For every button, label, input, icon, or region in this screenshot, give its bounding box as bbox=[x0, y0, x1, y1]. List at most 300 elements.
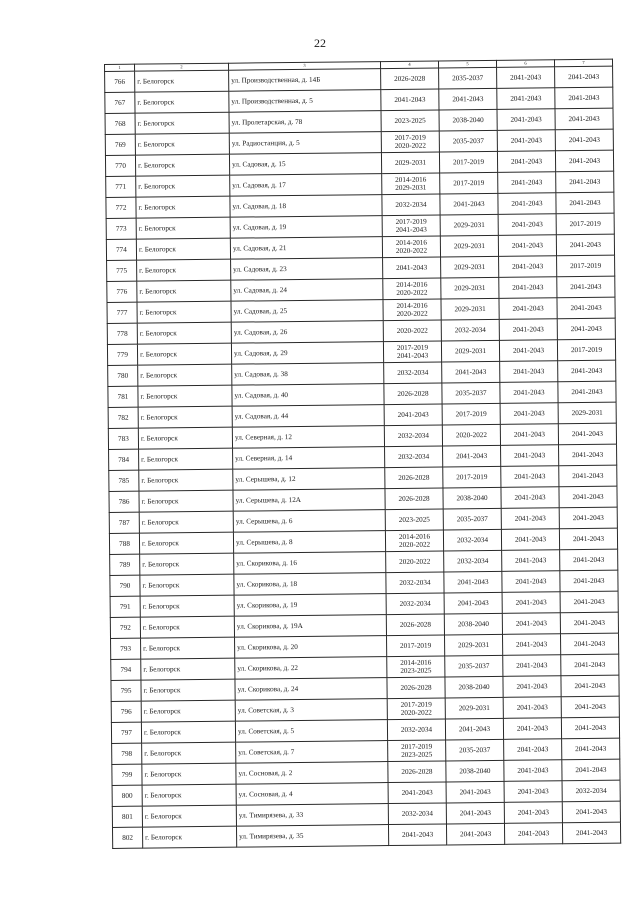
address-cell: ул. Садовая, д. 38 bbox=[232, 363, 384, 386]
period-cell-col-6 bbox=[499, 298, 557, 320]
period-cell-col-4 bbox=[383, 320, 441, 342]
period-value: 2041-2043 bbox=[568, 72, 600, 82]
period-value: 2014-2016 bbox=[396, 280, 428, 289]
period-value: 2041-2043 bbox=[510, 115, 542, 124]
period-cell-col-4 bbox=[384, 404, 442, 426]
period-value: 2041-2043 bbox=[459, 829, 492, 839]
period-value: 2026-2028 bbox=[401, 767, 433, 776]
period-cell-col-4 bbox=[385, 446, 443, 468]
period-value: 2041-2043 bbox=[573, 597, 605, 607]
period-value: 2041-2043 bbox=[569, 240, 602, 250]
period-cell-col-5 bbox=[444, 634, 502, 656]
period-cell-col-4 bbox=[386, 551, 444, 573]
period-cell-col-7 bbox=[558, 423, 616, 445]
repair-schedule-table bbox=[104, 59, 621, 849]
period-cell-col-4 bbox=[381, 110, 439, 132]
city-cell: г. Белогорск bbox=[140, 616, 234, 638]
period-cell-col-7 bbox=[562, 822, 620, 844]
row-number: 782 bbox=[108, 407, 138, 428]
row-number: 773 bbox=[106, 218, 136, 239]
period-value: 2041-2043 bbox=[510, 73, 542, 82]
city-cell: г. Белогорск bbox=[142, 742, 236, 764]
period-value: 2014-2016 bbox=[398, 532, 431, 541]
period-value: 2041-2043 bbox=[573, 576, 605, 586]
period-value: 2041-2043 bbox=[513, 388, 545, 397]
period-value: 2041-2043 bbox=[397, 410, 429, 419]
period-cell-col-7 bbox=[556, 192, 614, 214]
city-cell: г. Белогорск bbox=[142, 763, 236, 785]
period-value: 2041-2043 bbox=[568, 156, 601, 166]
address-cell: ул. Серышева, д. 6 bbox=[233, 510, 385, 533]
period-value: 2041-2043 bbox=[395, 225, 427, 234]
period-value: 2035-2037 bbox=[452, 74, 484, 83]
city-cell: г. Белогорск bbox=[137, 280, 231, 302]
address-cell: ул. Скорикова, д. 18 bbox=[234, 573, 386, 596]
period-cell-col-5 bbox=[441, 340, 499, 362]
period-value: 2041-2043 bbox=[512, 304, 544, 313]
address-cell: ул. Скорикова, д. 16 bbox=[234, 552, 386, 575]
period-cell-col-7 bbox=[555, 108, 613, 130]
period-value: 2020-2022 bbox=[396, 309, 428, 318]
period-cell-col-5 bbox=[446, 781, 504, 803]
row-number: 768 bbox=[105, 113, 135, 134]
period-cell-col-7 bbox=[556, 234, 614, 256]
period-cell-col-4 bbox=[381, 131, 439, 153]
period-cell-col-5 bbox=[446, 802, 504, 824]
city-cell: г. Белогорск bbox=[141, 679, 235, 701]
period-value: 2041-2043 bbox=[401, 830, 434, 839]
row-number: 792 bbox=[110, 617, 140, 638]
period-value: 2041-2043 bbox=[575, 828, 608, 838]
row-number: 774 bbox=[106, 239, 136, 260]
period-value: 2041-2043 bbox=[456, 452, 488, 461]
period-value: 2017-2019 bbox=[455, 410, 487, 419]
period-value: 2038-2040 bbox=[459, 766, 491, 776]
address-cell: ул. Серышева, д. 12 bbox=[233, 468, 385, 491]
period-value: 2020-2022 bbox=[396, 326, 428, 335]
period-cell-col-6 bbox=[503, 655, 561, 677]
city-cell: г. Белогорск bbox=[139, 532, 233, 554]
period-cell-col-5 bbox=[445, 718, 503, 740]
period-value: 2041-2043 bbox=[510, 94, 542, 103]
period-cell-col-4 bbox=[386, 593, 444, 615]
period-cell-col-7 bbox=[560, 633, 618, 655]
column-number-2: 2 bbox=[135, 63, 229, 71]
period-value: 2038-2040 bbox=[452, 116, 484, 125]
period-value: 2038-2040 bbox=[457, 619, 490, 629]
city-cell: г. Белогорск bbox=[137, 301, 231, 323]
city-cell: г. Белогорск bbox=[141, 721, 235, 743]
period-cell-col-5 bbox=[444, 571, 502, 593]
address-cell: ул. Садовая, д. 24 bbox=[231, 279, 383, 302]
period-cell-col-7 bbox=[561, 717, 619, 739]
period-value: 2032-2034 bbox=[456, 536, 489, 545]
period-cell-col-4 bbox=[381, 152, 439, 174]
period-value: 2041-2043 bbox=[394, 95, 426, 104]
period-cell-col-6 bbox=[500, 382, 558, 404]
period-value: 2041-2043 bbox=[453, 200, 485, 209]
period-cell-col-6 bbox=[504, 760, 562, 782]
period-cell-col-6 bbox=[499, 256, 557, 278]
period-cell-col-4 bbox=[387, 635, 445, 657]
city-cell: г. Белогорск bbox=[138, 406, 232, 428]
period-value: 2041-2043 bbox=[574, 702, 606, 712]
period-cell-col-7 bbox=[561, 654, 619, 676]
period-cell-col-5 bbox=[443, 445, 501, 467]
period-cell-col-5 bbox=[442, 403, 500, 425]
address-cell: ул. Серышева, д. 12А bbox=[233, 489, 385, 512]
period-value: 2020-2022 bbox=[395, 246, 428, 255]
period-cell-col-7 bbox=[559, 528, 617, 550]
period-value: 2014-2016 bbox=[396, 301, 428, 310]
period-value: 2041-2043 bbox=[515, 556, 547, 565]
column-number-5: 5 bbox=[438, 60, 496, 68]
address-cell: ул. Северная, д. 12 bbox=[232, 426, 384, 449]
column-number-6: 6 bbox=[496, 60, 554, 68]
period-cell-col-5 bbox=[445, 676, 503, 698]
period-value: 2041-2043 bbox=[513, 367, 545, 376]
period-value: 2041-2043 bbox=[517, 787, 549, 796]
period-cell-col-4 bbox=[388, 824, 446, 846]
period-cell-col-7 bbox=[558, 360, 616, 382]
address-cell: ул. Садовая, д. 40 bbox=[232, 384, 384, 407]
period-value: 2041-2043 bbox=[396, 263, 428, 272]
period-value: 2041-2043 bbox=[514, 472, 546, 481]
period-value: 2026-2028 bbox=[397, 389, 429, 398]
period-value: 2041-2043 bbox=[572, 471, 604, 481]
period-value: 2020-2022 bbox=[394, 141, 426, 150]
period-cell-col-5 bbox=[444, 550, 502, 572]
period-value: 2026-2028 bbox=[394, 74, 426, 83]
period-cell-col-4 bbox=[383, 341, 441, 363]
period-cell-col-6 bbox=[497, 67, 555, 89]
period-value: 2041-2043 bbox=[512, 325, 544, 334]
period-cell-col-7 bbox=[562, 759, 620, 781]
row-number: 793 bbox=[111, 638, 141, 659]
city-cell: г. Белогорск bbox=[136, 196, 230, 218]
period-value: 2041-2043 bbox=[452, 95, 484, 104]
address-cell: ул. Скорикова, д. 19А bbox=[234, 615, 386, 638]
address-cell: ул. Садовая, д. 44 bbox=[232, 405, 384, 428]
column-number-3: 3 bbox=[228, 62, 380, 71]
period-value: 2041-2043 bbox=[574, 723, 607, 733]
period-value: 2020-2022 bbox=[455, 431, 488, 440]
period-value: 2041-2043 bbox=[516, 724, 549, 733]
address-cell: ул. Скорикова, д. 22 bbox=[235, 657, 387, 680]
period-value: 2041-2043 bbox=[517, 808, 549, 817]
period-value: 2041-2043 bbox=[459, 787, 491, 797]
address-cell: ул. Производственная, д. 5 bbox=[229, 90, 381, 113]
period-value: 2041-2043 bbox=[511, 178, 543, 187]
address-cell: ул. Северная, д. 14 bbox=[233, 447, 385, 470]
period-cell-col-5 bbox=[441, 298, 499, 320]
period-cell-col-4 bbox=[388, 782, 446, 804]
period-value: 2032-2034 bbox=[397, 431, 430, 440]
period-value: 2041-2043 bbox=[569, 198, 601, 208]
period-value: 2032-2034 bbox=[399, 578, 431, 587]
period-cell-col-7 bbox=[559, 444, 617, 466]
period-value: 2029-2031 bbox=[453, 242, 486, 251]
period-cell-col-4 bbox=[385, 467, 443, 489]
period-cell-col-6 bbox=[501, 529, 559, 551]
period-cell-col-4 bbox=[382, 194, 440, 216]
period-value: 2029-2031 bbox=[394, 158, 427, 167]
city-cell: г. Белогорск bbox=[142, 826, 236, 848]
row-number: 785 bbox=[109, 470, 139, 491]
period-cell-col-4 bbox=[382, 215, 440, 237]
city-cell: г. Белогорск bbox=[141, 700, 235, 722]
period-cell-col-4 bbox=[381, 89, 439, 111]
period-cell-col-6 bbox=[504, 781, 562, 803]
period-value: 2041-2043 bbox=[568, 135, 600, 145]
period-cell-col-7 bbox=[558, 402, 616, 424]
period-cell-col-6 bbox=[498, 172, 556, 194]
period-value: 2020-2022 bbox=[399, 557, 431, 566]
row-number: 769 bbox=[105, 134, 135, 155]
period-value: 2041-2043 bbox=[510, 157, 543, 166]
row-number: 783 bbox=[108, 428, 138, 449]
period-cell-col-5 bbox=[443, 466, 501, 488]
row-number: 771 bbox=[106, 176, 136, 197]
period-value: 2041-2043 bbox=[515, 577, 547, 586]
city-cell: г. Белогорск bbox=[137, 322, 231, 344]
address-cell: ул. Садовая, д. 17 bbox=[230, 174, 382, 197]
period-cell-col-6 bbox=[504, 823, 562, 845]
city-cell: г. Белогорск bbox=[136, 238, 230, 260]
row-number: 802 bbox=[112, 827, 142, 848]
period-value: 2041-2043 bbox=[511, 241, 544, 250]
address-cell: ул. Сосновая, д. 2 bbox=[236, 762, 388, 785]
period-cell-col-6 bbox=[502, 634, 560, 656]
period-cell-col-7 bbox=[562, 780, 620, 802]
city-cell: г. Белогорск bbox=[138, 364, 232, 386]
address-cell: ул. Садовая, д. 23 bbox=[231, 258, 383, 281]
period-value: 2041-2043 bbox=[574, 681, 606, 691]
city-cell: г. Белогорск bbox=[136, 217, 230, 239]
period-value: 2041-2043 bbox=[572, 492, 604, 502]
period-value: 2029-2031 bbox=[457, 640, 490, 650]
period-value: 2017-2019 bbox=[453, 179, 485, 188]
row-number: 795 bbox=[111, 680, 141, 701]
period-cell-col-6 bbox=[498, 235, 556, 257]
period-value: 2029-2031 bbox=[458, 703, 490, 713]
period-cell-col-7 bbox=[557, 276, 615, 298]
period-cell-col-4 bbox=[382, 173, 440, 195]
period-value: 2041-2043 bbox=[511, 220, 543, 229]
period-value: 2041-2043 bbox=[517, 829, 550, 838]
period-cell-col-4 bbox=[384, 362, 442, 384]
period-cell-col-7 bbox=[557, 297, 615, 319]
period-cell-col-4 bbox=[387, 698, 445, 720]
city-cell: г. Белогорск bbox=[141, 658, 235, 680]
city-cell: г. Белогорск bbox=[135, 70, 229, 92]
period-cell-col-6 bbox=[499, 319, 557, 341]
column-number-4: 4 bbox=[380, 61, 438, 69]
period-cell-col-6 bbox=[500, 424, 558, 446]
address-cell: ул. Садовая, д. 26 bbox=[231, 321, 383, 344]
row-number: 790 bbox=[110, 575, 140, 596]
period-cell-col-6 bbox=[502, 592, 560, 614]
period-cell-col-6 bbox=[498, 193, 556, 215]
address-cell: ул. Садовая, д. 15 bbox=[229, 153, 381, 176]
period-cell-col-6 bbox=[497, 130, 555, 152]
row-number: 781 bbox=[108, 386, 138, 407]
period-value: 2029-2031 bbox=[395, 183, 427, 192]
period-cell-col-6 bbox=[501, 487, 559, 509]
period-cell-col-5 bbox=[445, 655, 503, 677]
period-cell-col-6 bbox=[499, 340, 557, 362]
period-value: 2017-2019 bbox=[396, 343, 429, 352]
row-number: 778 bbox=[107, 323, 137, 344]
period-cell-col-6 bbox=[503, 718, 561, 740]
period-value: 2041-2043 bbox=[569, 177, 601, 187]
period-value: 2017-2019 bbox=[399, 641, 432, 650]
address-cell: ул. Садовая, д. 29 bbox=[231, 342, 383, 365]
period-cell-col-5 bbox=[443, 487, 501, 509]
period-value: 2041-2043 bbox=[575, 744, 607, 754]
period-cell-col-7 bbox=[555, 66, 613, 88]
column-number-7: 7 bbox=[554, 59, 612, 67]
period-cell-col-6 bbox=[502, 571, 560, 593]
period-cell-col-5 bbox=[441, 277, 499, 299]
period-cell-col-6 bbox=[500, 361, 558, 383]
period-value: 2041-2043 bbox=[514, 535, 547, 544]
period-cell-col-7 bbox=[555, 150, 613, 172]
row-number: 801 bbox=[112, 806, 142, 827]
period-cell-col-7 bbox=[560, 612, 618, 634]
city-cell: г. Белогорск bbox=[140, 574, 234, 596]
period-value: 2023-2025 bbox=[398, 515, 430, 524]
period-value: 2029-2031 bbox=[454, 284, 486, 293]
period-value: 2041-2043 bbox=[571, 429, 604, 439]
period-value: 2041-2043 bbox=[571, 387, 603, 397]
period-value: 2029-2031 bbox=[453, 221, 485, 230]
period-value: 2041-2043 bbox=[573, 555, 605, 565]
period-value: 2032-2034 bbox=[401, 809, 433, 818]
period-value: 2041-2043 bbox=[517, 745, 549, 754]
period-value: 2041-2043 bbox=[512, 283, 544, 292]
period-cell-col-5 bbox=[439, 88, 497, 110]
table-row bbox=[112, 822, 620, 848]
city-cell: г. Белогорск bbox=[137, 343, 231, 365]
city-cell: г. Белогорск bbox=[140, 595, 234, 617]
address-cell: ул. Скорикова, д. 19 bbox=[234, 594, 386, 617]
city-cell: г. Белогорск bbox=[138, 385, 232, 407]
period-value: 2041-2043 bbox=[574, 660, 606, 670]
period-value: 2041-2043 bbox=[514, 514, 546, 523]
period-cell-col-7 bbox=[557, 255, 615, 277]
period-cell-col-4 bbox=[388, 803, 446, 825]
city-cell: г. Белогорск bbox=[140, 553, 234, 575]
period-cell-col-5 bbox=[440, 214, 498, 236]
period-value: 2032-2034 bbox=[400, 725, 433, 734]
row-number: 796 bbox=[111, 701, 141, 722]
period-value: 2041-2043 bbox=[457, 599, 489, 608]
period-cell-col-6 bbox=[503, 676, 561, 698]
period-cell-col-4 bbox=[385, 488, 443, 510]
row-number: 787 bbox=[109, 512, 139, 533]
period-cell-col-6 bbox=[499, 277, 557, 299]
address-cell: ул. Производственная, д. 14Б bbox=[229, 69, 381, 92]
period-value: 2029-2031 bbox=[571, 408, 603, 418]
period-cell-col-5 bbox=[442, 382, 500, 404]
period-cell-col-7 bbox=[560, 570, 618, 592]
period-cell-col-6 bbox=[497, 151, 555, 173]
address-cell: ул. Садовая, д. 21 bbox=[230, 237, 382, 260]
period-cell-col-6 bbox=[504, 802, 562, 824]
period-value: 2041-2043 bbox=[396, 351, 429, 360]
period-cell-col-4 bbox=[384, 425, 442, 447]
address-cell: ул. Тимирязева, д. 33 bbox=[236, 804, 388, 827]
period-value: 2041-2043 bbox=[512, 346, 545, 355]
period-value: 2023-2025 bbox=[394, 116, 426, 125]
period-cell-col-4 bbox=[388, 761, 446, 783]
city-cell: г. Белогорск bbox=[137, 259, 231, 281]
period-cell-col-4 bbox=[383, 299, 441, 321]
period-value: 2029-2031 bbox=[454, 305, 486, 314]
period-cell-col-4 bbox=[384, 383, 442, 405]
period-cell-col-7 bbox=[559, 486, 617, 508]
row-number: 800 bbox=[112, 785, 142, 806]
period-value: 2038-2040 bbox=[458, 682, 490, 692]
period-cell-col-4 bbox=[387, 656, 445, 678]
city-cell: г. Белогорск bbox=[141, 637, 235, 659]
period-cell-col-5 bbox=[439, 130, 497, 152]
period-cell-col-5 bbox=[444, 613, 502, 635]
period-cell-col-7 bbox=[557, 318, 615, 340]
period-cell-col-7 bbox=[558, 381, 616, 403]
period-cell-col-6 bbox=[497, 88, 555, 110]
period-cell-col-5 bbox=[440, 172, 498, 194]
row-number: 777 bbox=[107, 302, 137, 323]
period-cell-col-7 bbox=[556, 213, 614, 235]
period-value: 2041-2043 bbox=[513, 430, 546, 439]
period-cell-col-7 bbox=[560, 591, 618, 613]
city-cell: г. Белогорск bbox=[142, 784, 236, 806]
period-value: 2017-2019 bbox=[400, 700, 432, 709]
period-cell-col-6 bbox=[501, 445, 559, 467]
period-cell-col-4 bbox=[386, 614, 444, 636]
period-cell-col-5 bbox=[443, 508, 501, 530]
period-value: 2032-2034 bbox=[398, 452, 430, 461]
period-value: 2041-2043 bbox=[457, 578, 489, 587]
period-value: 2026-2028 bbox=[398, 473, 430, 482]
period-value: 2026-2028 bbox=[398, 494, 430, 503]
period-value: 2038-2040 bbox=[456, 494, 488, 503]
address-cell: ул. Садовая, д. 18 bbox=[230, 195, 382, 218]
period-value: 2032-2034 bbox=[395, 200, 427, 209]
period-cell-col-4 bbox=[387, 719, 445, 741]
period-value: 2041-2043 bbox=[573, 618, 605, 628]
period-cell-col-5 bbox=[445, 697, 503, 719]
period-cell-col-4 bbox=[382, 236, 440, 258]
period-value: 2041-2043 bbox=[514, 493, 546, 502]
period-cell-col-7 bbox=[559, 507, 617, 529]
address-cell: ул. Советская, д. 5 bbox=[235, 720, 387, 743]
period-value: 2023-2025 bbox=[400, 666, 432, 675]
period-value: 2041-2043 bbox=[459, 808, 491, 818]
period-value: 2041-2043 bbox=[515, 598, 547, 607]
period-cell-col-6 bbox=[502, 550, 560, 572]
city-cell: г. Белогорск bbox=[138, 427, 232, 449]
period-value: 2041-2043 bbox=[570, 282, 602, 292]
period-value: 2032-2034 bbox=[457, 557, 489, 566]
row-number: 789 bbox=[110, 554, 140, 575]
address-cell: ул. Скорикова, д. 20 bbox=[235, 636, 387, 659]
period-cell-col-5 bbox=[442, 424, 500, 446]
city-cell: г. Белогорск bbox=[135, 133, 229, 155]
period-cell-col-5 bbox=[443, 529, 501, 551]
